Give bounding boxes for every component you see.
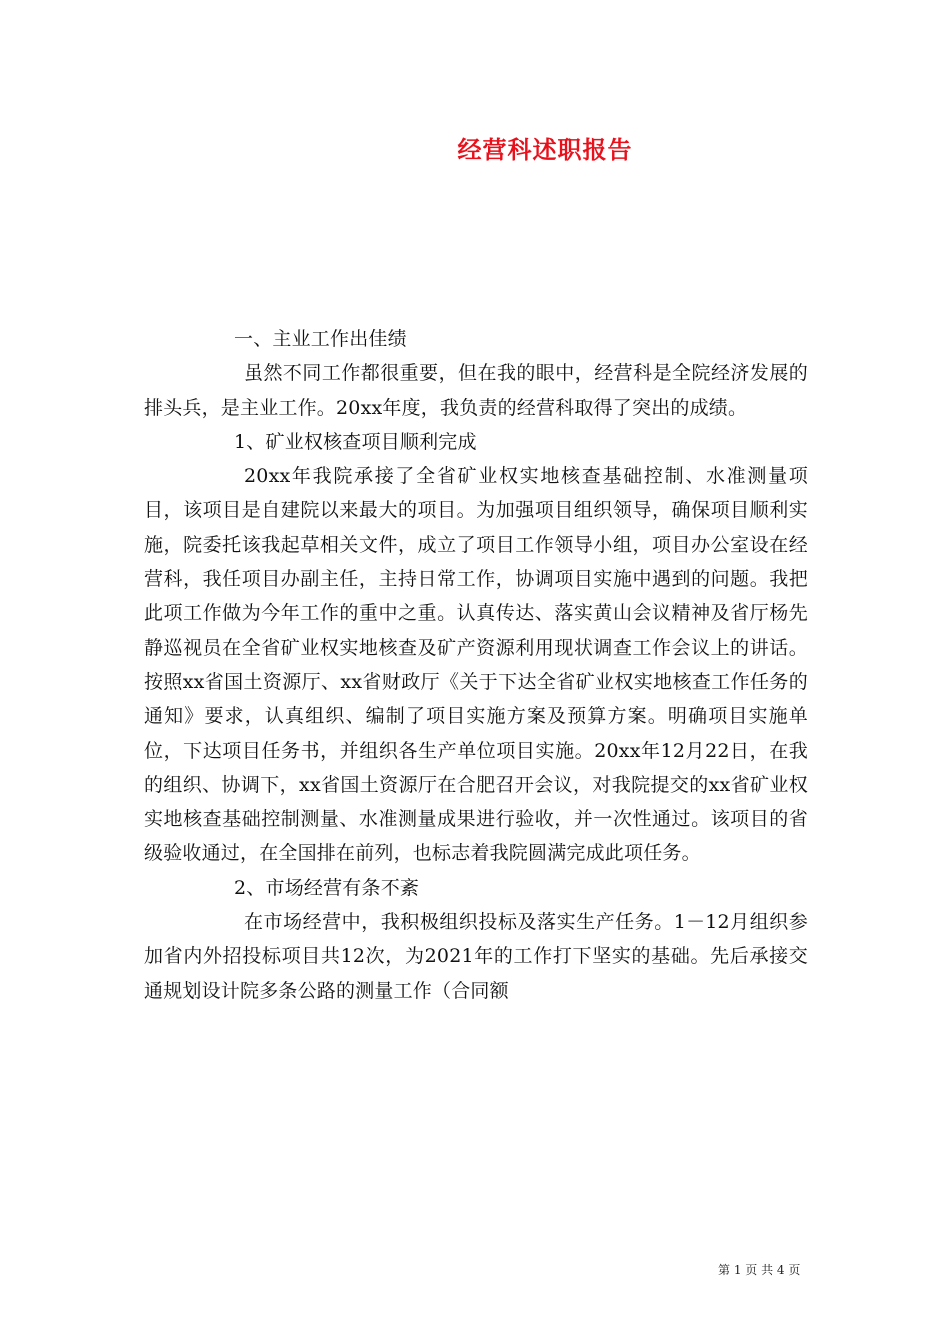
paragraph-market: 在市场经营中，我积极组织投标及落实生产任务。1－12月组织参加省内外招投标项目共12次，为2021年的工作打下坚实的基础。先后承接交通规划设计院多条公路的测量工作（合同额 — [144, 911, 808, 1002]
section-heading-market: 2、市场经营有条不紊 — [234, 876, 420, 899]
section-heading-mining-rights: 1、矿业权核查项目顺利完成 — [234, 430, 477, 453]
paragraph-mining-rights: 20xx年我院承接了全省矿业权实地核查基础控制、水准测量项目，该项目是自建院以来最大的项目。为加强项目组织领导，确保项目顺利实施，院委托该我起草相关文件，成立了项目工作领导小组，项目办公室设在经营科，我任项目办副主任，主持日常工作，协调项目实施中遇到的问题。我把此项工作做为今年工作的重中之重。认真传达、落实黄山会议精神及省厅杨先静巡视员在全省矿业权实地核查及矿产资源利用现状调查工作会议上的讲话。按照xx省国土资源厅、xx省财政厅《关于下达全省矿业权实地核查工作任务的通知》要求，认真组织、编制了项目实施方案及预算方案。明确项目实施单位，下达项目任务书，并组织各生产单位项目实施。20xx年12月22日，在我的组织、协调下，xx省国土资源厅在合肥召开会议，对我院提交的xx省矿业权实地核查基础控制测量、水准测量成果进行验收，并一次性通过。该项目的省级验收通过，在全国排在前列，也标志着我院圆满完成此项任务。 — [144, 465, 808, 865]
document-title: 经营科述职报告 — [457, 135, 633, 164]
section-heading-main-work: 一、主业工作出佳绩 — [234, 328, 407, 350]
page-number-footer: 第 1 页 共 4 页 — [718, 1263, 801, 1277]
paragraph-intro: 虽然不同工作都很重要，但在我的眼中，经营科是全院经济发展的排头兵，是主业工作。20xx年度，我负责的经营科取得了突出的成绩。 — [144, 362, 808, 419]
document-body — [144, 322, 808, 1008]
